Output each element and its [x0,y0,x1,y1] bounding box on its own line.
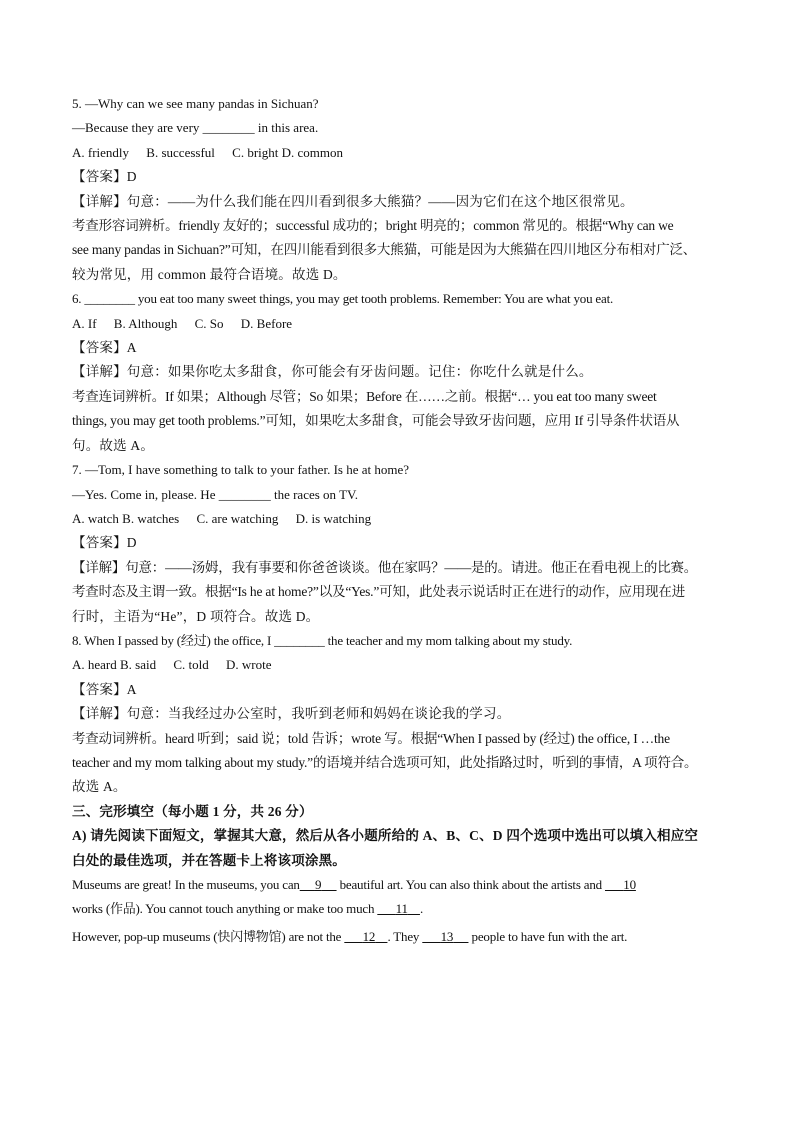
section-instruction-1: A) 请先阅读下面短文，掌握其大意，然后从各小题所给的 A、B、C、D 四个选项中选出可以填入相应空 [72,828,699,844]
q7-detail-1: 【详解】句意：——汤姆，我有事要和你爸爸谈谈。他在家吗？——是的。请进。他正在看电视上的比赛。 [72,559,698,575]
q6-option-d: D. Before [240,315,293,331]
q5-stem-1: 5. —Why can we see many pandas in Sichuan? [72,96,319,111]
q6-option-b: B. Although [113,315,178,331]
passage-text: people to have fun with the art. [471,928,628,944]
q7-answer: 【答案】D [72,535,137,551]
blank-10-number: 10 [623,877,636,892]
passage-text: . [419,901,424,917]
blank-12 [344,929,387,944]
q5-options [72,141,736,165]
q6-detail-2: 考查连词辨析。If 如果；Although 尽管；So 如果；Before 在……之前。根据“… you eat too many sweet [72,388,657,404]
section-instruction-2: 白处的最佳选项，并在答题卡上将该项涂黑。 [72,852,346,868]
q5-option-c: C. bright [232,144,279,160]
blank-11 [377,901,420,916]
q7-detail-3: 行时，主语为“He”，D 项符合。故选 D。 [72,608,320,624]
q7-stem-1: 7. —Tom, I have something to talk to your father. Is he at home? [72,462,410,478]
q6-option-c: C. So [194,315,224,331]
exam-page [72,92,736,949]
q7-detail-2: 考查时态及主谓一致。根据“Is he at home?”以及“Yes.”可知，此处表示说话时正在进行的动作，应用现在进 [72,584,686,600]
q8-option-d: D. wrote [226,657,272,673]
q7-stem-2: —Yes. Come in, please. He ________ the races on TV. [72,486,358,502]
q8-detail-2: 考查动词辨析。heard 听到；said 说；told 告诉；wrote 写。根据“When I passed by (经过) the office, I …the [72,730,670,746]
q8-option-ab: A. heard B. said [72,657,157,673]
q7-option-d: D. is watching [295,510,372,526]
q6-answer: 【答案】A [72,340,137,356]
passage-text: However, pop-up museums (快闪博物馆) are not the [72,928,342,944]
q6-detail-3: things, you may get tooth problems.”可知，如果吃太多甜食，可能会导致牙齿问题，应用 If 引导条件状语从 [72,413,680,429]
blank-11-number: 11 [395,901,408,917]
passage-text: works (作品). You cannot touch anything or make too much [72,901,375,917]
q7-options [72,507,736,531]
passage-text: . They [387,928,420,944]
blank-12-number: 12 [362,928,376,944]
q8-detail-4: 故选 A。 [72,779,127,795]
q8-option-c: C. told [173,657,209,673]
q5-detail-4: 较为常见，用 common 最符合语境。故选 D。 [72,266,347,282]
q6-detail-1: 【详解】句意：如果你吃太多甜食，你可能会有牙齿问题。记住：你吃什么就是什么。 [72,364,593,380]
q5-option-a: A. friendly [72,144,130,160]
blank-10 [605,877,636,892]
q7-option-ab: A. watch B. watches [72,510,180,526]
blank-9-number: 9 [314,877,322,892]
q8-stem-1: 8. When I passed by (经过) the office, I ________ the teacher and my mom talking about my study. [72,632,573,648]
q8-detail-3: teacher and my mom talking about my study.”的语境并结合选项可知，此处指路过时，听到的事情，A 项符合。 [72,754,698,770]
q5-stem-2: —Because they are very ________ in this area. [72,120,319,136]
q5-option-b: B. successful [146,144,215,160]
passage-text: beautiful art. You can also think about the artists and [339,877,602,892]
q5-option-d: D. common [281,144,344,160]
q8-detail-1: 【详解】句意：当我经过办公室时，我听到老师和妈妈在谈论我的学习。 [72,706,511,722]
q6-options [72,312,736,336]
q5-detail-3: see many pandas in Sichuan?”可知，在四川能看到很多大熊猫，可能是因为大熊猫在四川地区分布相对广泛、 [72,242,697,258]
q5-detail-1: 【详解】句意：——为什么我们能在四川看到很多大熊猫？——因为它们在这个地区很常见。 [72,193,634,209]
q8-answer: 【答案】A [72,681,137,697]
q8-options [72,653,736,677]
blank-13-number: 13 [440,928,454,944]
q5-answer: 【答案】D [72,169,137,185]
q6-detail-4: 句。故选 A。 [72,437,155,453]
passage-line-2 [72,897,736,921]
q7-option-c: C. are watching [196,510,279,526]
q5-detail-2: 考查形容词辨析。friendly 友好的；successful 成功的；bright 明亮的；common 常见的。根据“Why can we [72,218,674,234]
q6-option-a: A. If [72,315,97,331]
section-title: 三、完形填空（每小题 1 分，共 26 分） [72,803,313,819]
passage-text: Museums are great! In the museums, you can [72,877,300,892]
blank-13 [422,929,468,944]
q6-stem-1: 6. ________ you eat too many sweet things, you may get tooth problems. Remember: You are what you eat. [72,291,614,307]
passage-line-3 [72,925,736,949]
passage-line-1 [72,873,736,897]
blank-9 [300,877,337,892]
